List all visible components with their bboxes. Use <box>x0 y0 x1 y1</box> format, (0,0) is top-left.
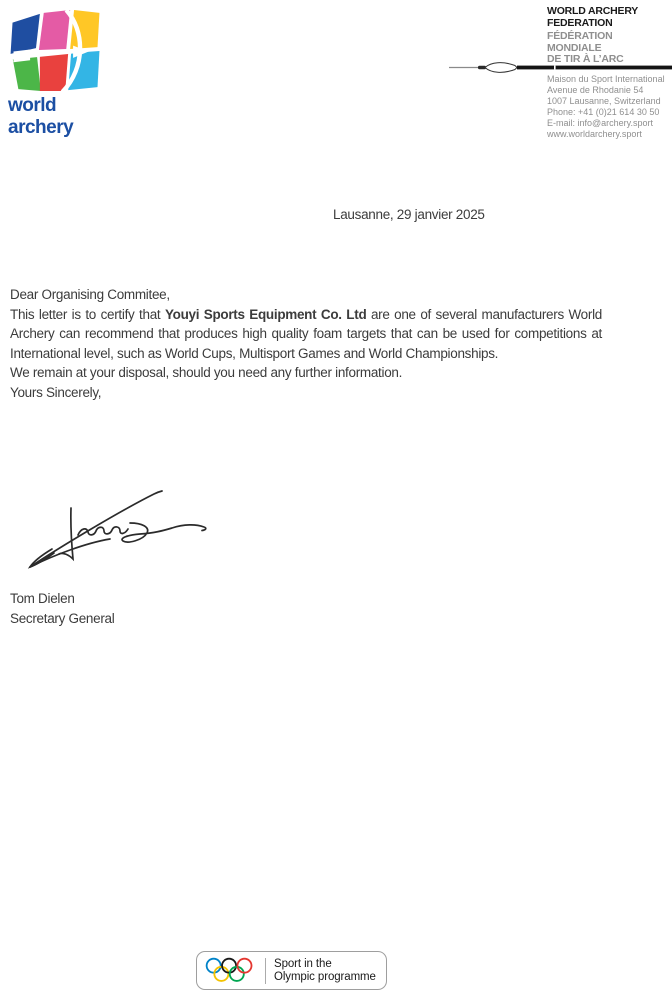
paragraph-text: are one of several manufacturers World Archery can recommend that produces high quality foam targets that can be used for competitions at International level, such as World Cups, Multisport Games and World Championships. <box>10 306 602 361</box>
letter-body <box>10 285 602 402</box>
federation-name-fr-line: DE TIR À L’ARC <box>547 53 624 65</box>
federation-name-en <box>547 6 638 29</box>
logo-segment-blue <box>11 14 40 54</box>
federation-name-en-line: FEDERATION <box>547 16 613 29</box>
address-line: 1007 Lausanne, Switzerland <box>547 96 661 106</box>
logo-segment-pink <box>39 10 70 50</box>
address-line: Phone: +41 (0)21 614 30 50 <box>547 107 660 117</box>
address-line: E-mail: info@archery.sport <box>547 118 654 128</box>
badge-divider <box>265 958 266 984</box>
signature-icon <box>2 483 214 575</box>
arrow-graphic-icon <box>448 60 672 74</box>
main-paragraph <box>10 305 602 364</box>
federation-name-en-line: WORLD ARCHERY <box>547 5 639 17</box>
logo-segment-red <box>40 53 68 91</box>
address-block <box>547 74 665 140</box>
address-line: Avenue de Rhodanie 54 <box>547 85 644 95</box>
logo-wordmark: world archery <box>8 95 74 138</box>
salutation: Dear Organising Commitee, <box>10 287 170 302</box>
signature-block <box>10 589 114 628</box>
olympic-rings-icon <box>205 955 257 986</box>
federation-name-fr-line: MONDIALE <box>547 41 602 54</box>
dateline: Lausanne, 29 janvier 2025 <box>333 207 485 222</box>
signer-title: Secretary General <box>10 610 115 626</box>
logo-segment-yellow <box>70 10 99 49</box>
manufacturer-name: Youyi Sports Equipment Co. Ltd <box>164 306 367 322</box>
badge-text-line2: Olympic programme <box>274 970 376 983</box>
paragraph-text: This letter is to certify that <box>10 306 165 322</box>
federation-name-fr-line: FÉDÉRATION <box>547 30 613 42</box>
badge-text-line1: Sport in the <box>274 957 332 970</box>
badge-text <box>274 958 376 984</box>
logo-segment-cyan <box>68 51 99 90</box>
address-line: www.worldarchery.sport <box>547 129 642 139</box>
signer-name: Tom Dielen <box>10 591 75 606</box>
logo-arrow-fletching <box>14 50 31 63</box>
world-archery-logo-icon <box>10 9 101 93</box>
valediction: Yours Sincerely, <box>10 384 102 400</box>
address-line: Maison du Sport International <box>547 74 665 84</box>
olympic-programme-badge <box>196 951 387 990</box>
closing-line: We remain at your disposal, should you need any further information. <box>10 365 403 380</box>
